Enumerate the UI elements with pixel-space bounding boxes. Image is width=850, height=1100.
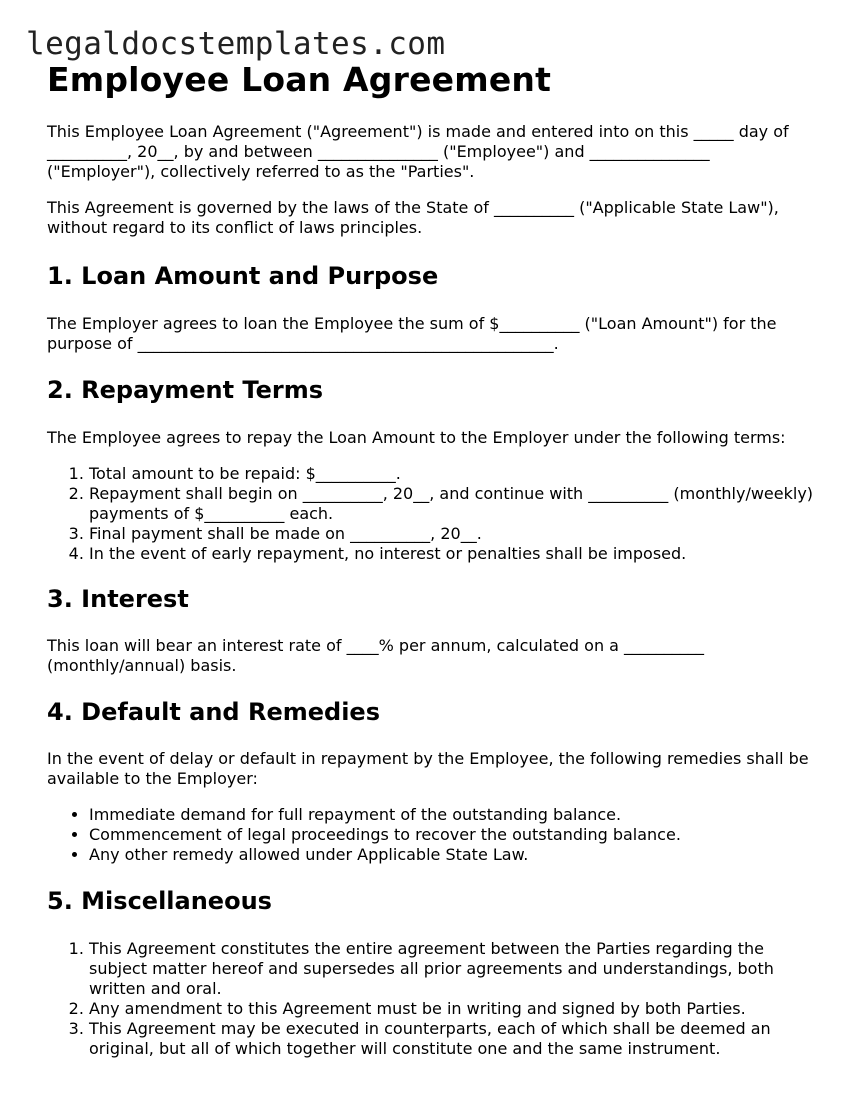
section-heading-repayment-terms: 2. Repayment Terms — [47, 376, 323, 404]
list-item: • Immediate demand for full repayment of the outstanding balance. — [89, 805, 817, 825]
list-item: • Any other remedy allowed under Applicable State Law. — [89, 845, 817, 865]
list-item: 1. Total amount to be repaid: $__________. — [89, 464, 817, 484]
watermark-text: legaldocstemplates.com — [26, 26, 446, 62]
intro-paragraph-governing-law: This Agreement is governed by the laws of the State of __________ ("Applicable State Law"), without regard to its conflict of laws principles. — [47, 198, 779, 237]
section-heading-loan-amount: 1. Loan Amount and Purpose — [47, 262, 439, 290]
repayment-terms-list — [47, 464, 817, 564]
section-heading-default-remedies: 4. Default and Remedies — [47, 698, 380, 726]
list-item: 4. In the event of early repayment, no interest or penalties shall be imposed. — [89, 544, 817, 564]
list-item: 2. Any amendment to this Agreement must be in writing and signed by both Parties. — [89, 999, 817, 1019]
interest-paragraph: This loan will bear an interest rate of ____% per annum, calculated on a __________ (monthly/annual) basis. — [47, 636, 705, 675]
list-item: 3. This Agreement may be executed in counterparts, each of which shall be deemed an original, but all of which together will constitute one and the same instrument. — [89, 1019, 817, 1059]
list-item: 3. Final payment shall be made on __________, 20__. — [89, 524, 817, 544]
list-item: • Commencement of legal proceedings to recover the outstanding balance. — [89, 825, 817, 845]
miscellaneous-list — [47, 939, 817, 1059]
default-remedies-list — [47, 805, 817, 865]
repayment-terms-paragraph: The Employee agrees to repay the Loan Amount to the Employer under the following terms: — [47, 428, 786, 447]
section-heading-interest: 3. Interest — [47, 585, 189, 613]
list-item: 1. This Agreement constitutes the entire agreement between the Parties regarding the subject matter hereof and supersedes all prior agreements and understandings, both written and oral. — [89, 939, 817, 999]
intro-paragraph-parties: This Employee Loan Agreement ("Agreement") is made and entered into on this _____ day of __________, 20__, by and between _______________ ("Employee") and _______________ ("Employer"), collectively referred to as the "Parties". — [47, 122, 789, 181]
default-remedies-paragraph: In the event of delay or default in repayment by the Employee, the following remedies shall be available to the Employer: — [47, 749, 809, 788]
list-item: 2. Repayment shall begin on __________, 20__, and continue with __________ (monthly/weekly) payments of $__________ each. — [89, 484, 817, 524]
section-heading-miscellaneous: 5. Miscellaneous — [47, 887, 272, 915]
loan-amount-paragraph: The Employer agrees to loan the Employee the sum of $__________ ("Loan Amount") for the purpose of ____________________________________________________. — [47, 314, 777, 353]
document-title: Employee Loan Agreement — [47, 60, 552, 99]
document-body — [47, 60, 817, 1059]
